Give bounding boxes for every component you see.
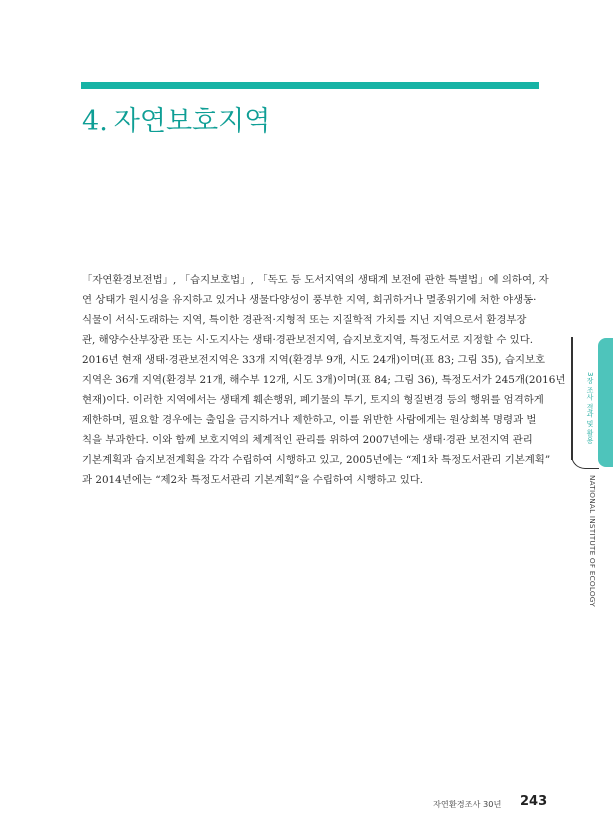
paragraph-line: 지역은 36개 지역(환경부 21개, 해수부 12개, 시도 3개)이며(표 84; 그림 36), 특정도서가 245개(2016년 (82, 374, 566, 386)
paragraph-line: 「자연환경보전법」, 「습지보호법」, 「독도 등 도서지역의 생태계 보전에 관한 특별법」에 의하여, 자 (82, 274, 549, 286)
page-number: 243 (520, 794, 548, 809)
section-number: 4 (82, 106, 100, 137)
paragraph-line: 칙을 부과한다. 이와 함께 보호지역의 체계적인 관리를 위하여 2007년에는 생태·경관 보전지역 관리 (82, 434, 533, 446)
paragraph-line: 2016년 현재 생태·경관보전지역은 33개 지역(환경부 9개, 시도 24개)이며(표 83; 그림 35), 습지보호 (82, 354, 546, 366)
body-paragraph (82, 270, 566, 490)
paragraph-line: 현재)이다. 이러한 지역에서는 생태계 훼손행위, 폐기물의 투기, 토지의 형질변경 등의 행위를 엄격하게 (82, 394, 544, 406)
paragraph-line: 관, 해양수산부장관 또는 시·도지사는 생태·경관보전지역, 습지보호지역, 특정도서로 지정할 수 있다. (82, 334, 534, 346)
section-title-text: 자연보호지역 (113, 106, 271, 137)
paragraph-line: 기본계획과 습지보전계획을 각각 수립하여 시행하고 있고, 2005년에는 “제1차 특정도서관리 기본계획” (82, 454, 551, 466)
section-number-dot: . (99, 106, 108, 137)
section-title (82, 99, 270, 138)
side-divider-line (571, 337, 573, 460)
side-divider-curve (571, 455, 599, 469)
paragraph-line: 과 2014년에는 “제2차 특정도서관리 기본계획”을 수립하여 시행하고 있다. (82, 474, 424, 486)
chapter-label: 3장 조사 결과 및 활용 (586, 372, 594, 444)
paragraph-line: 제한하며, 필요할 경우에는 출입을 금지하거나 제한하고, 이를 위반한 사람에게는 원상회복 명령과 벌 (82, 414, 537, 426)
paragraph-line: 식물이 서식·도래하는 지역, 특이한 경관적·지형적 또는 지질학적 가치를 지닌 지역으로서 환경부장 (82, 314, 527, 326)
footer-title: 자연환경조사 30년 (433, 799, 502, 809)
institute-label: NATIONAL INSTITUTE OF ECOLOGY (588, 475, 597, 607)
paragraph-line: 연 상태가 원시성을 유지하고 있거나 생물다양성이 풍부한 지역, 희귀하거나 멸종위기에 처한 야생동· (82, 294, 537, 306)
section-header-bar (81, 82, 539, 89)
chapter-tab (598, 338, 613, 467)
